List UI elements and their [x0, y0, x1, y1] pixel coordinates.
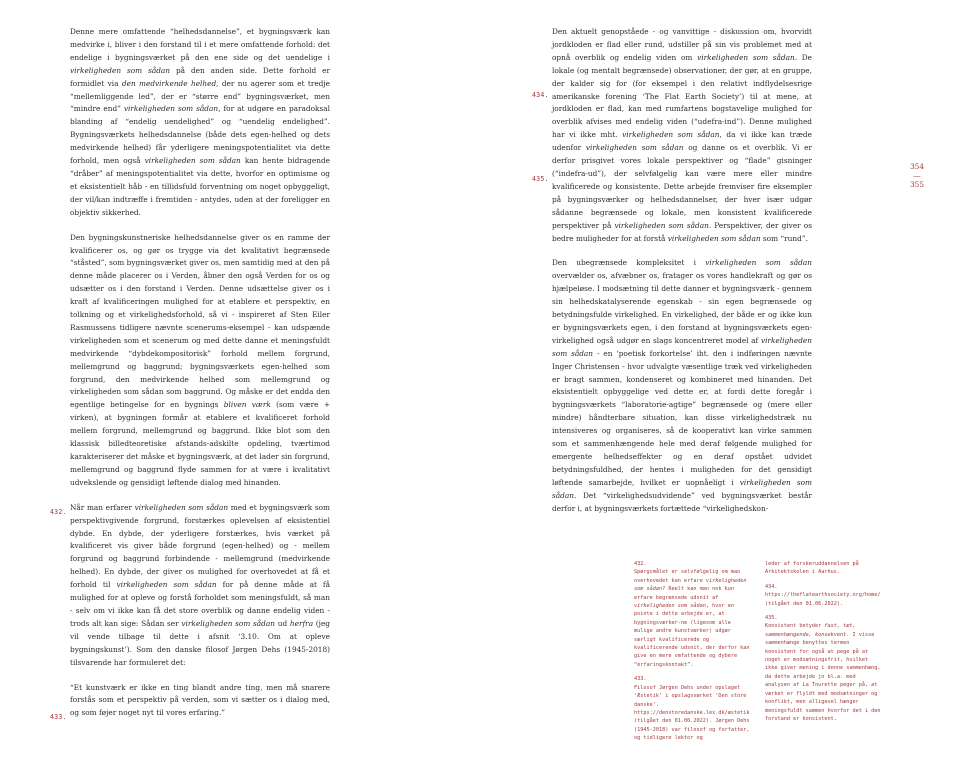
left-paragraph-1: Denne mere omfattende “helhedsdannelse”, et bygningsværk kan medvirke i, bliver i den forstand til i et mere omfattende forhold: det endelige i bygningsværket på den ene side og det uendelige i virkeligheden som sådan på den anden side. Dette forhold er formidlet via den medvirkende helhed, der nu agerer som et tredje “mellemliggende led”, der er “større end” bygningsværket, men “mindre end” virkeligheden som sådan, for at udgøre en paradoksal blanding af “endelig uendelighed” og “uendelig endelighed”. Bygningsværkets helhedsdannelse (både dets egen-helhed og dets medvirkende helhed) får yderligere meningspotentialitet via dette forhold, men også virkeligheden som sådan kan hente bidragende “dråber” af meningspotentialitet via dette, hvorfor en optimisme og et eksistentielt håb - en tillidsfuld forventning om noget opbyggeligt, der vil/kan indtræffe i fremtiden - antydes, uden at der foreligger en objektiv sikkerhed.: [70, 27, 330, 217]
footnote-433: 433. Filosof Jørgen Dehs under opslaget ‘Æstetik’ i opslagsværket ‘Den store danske’. https://denstoredanske.lex.dk/æstetik (tilgået den 01.06.2022). Jørgen Dehs (1945-2018) var filosof og forfatter, og tidligere lektor og: [634, 676, 750, 742]
page-numbers: [906, 162, 928, 189]
footnote-434: 434. https://theflatearthsociety.org/home/ (tilgået den 01.06.2022).: [765, 583, 881, 607]
right-page-text: [552, 26, 812, 516]
footnotes-column-2: [765, 560, 883, 729]
left-paragraph-2: Den bygningskunstneriske helhedsdannelse giver os en ramme der kvalificerer os, og gør os trygge via det kvalitativt begrænsede “ståsted”, som bygningsværket giver os, men samtidig med at den på denne måde placerer os i Verden, åbner den også Verden for os og udsætter os i den forstand i Verden. Denne udsættelse giver os i kraft af kvalificeringen mulighed for at etablere et perspektiv, en tolkning og et virkelighedsforhold, så vi - inspireret af Sten Eiler Rasmussens tidligere nævnte scenerums-eksempel - kan udspænde virkeligheden som et scenerum og med dette danne et meningsfuldt medvirkende “dybdekompositorisk” forhold mellem forgrund, mellemgrund og baggrund; bygningsværkets egen-helhed som forgrund, den medvirkende helhed som mellemgrund og virkeligheden som sådan som baggrund. Og måske er det endda den egentlige betingelse for en bygnings bliven værk (som være + virken), at bygningen formår at etablere et kvalificeret forhold mellem forgrund, mellemgrund og baggrund. Ikke blot som den klassisk billedteoretiske afstands-adskilte opdeling, tværtimod karakteriserer det måske et bygningsværk, at det lader sin forgrund, mellemgrund og baggrund flyde sammen for at være i kvalitativt udvekslende og gensidigt løftende dialog med hinanden.: [70, 232, 330, 487]
margin-note-433: 433.: [50, 713, 67, 721]
dehs-quote: “Et kunstværk er ikke en ting blandt andre ting, men må snarere forstås som et perspektiv på verden, som vi sætter os i dialog med, og som føjer noget nyt til vores erfaring.”: [70, 682, 330, 718]
right-paragraph-2: Den ubegrænsede kompleksitet i virkeligheden som sådan overvælder os, afvæbner os, fratager os vores handlekraft og gør os hjælpeløse. I modsætning til dette danner et bygningsværk - gennem sin helhedskatalyserende egenskab - sin egen begrænsede og betydningsfulde virkelighed. En virkelighed, der både er og ikke kun er bygningsværkets egen, i den forstand at bygningsværkets egen-virkelighed også udgør en slags koncentreret model af virkeligheden som sådan - en ‘poetisk forkortelse’ iht. den i indføringen nævnte Inger Christensen - hvor udvalgte væsentlige træk ved virkeligheden er bragt sammen, kondenseret og kombineret med hinanden. Det eksistentielt opbyggelige ved dette er, at fordi dette foregår i bygningsværkets “laboratorie-agtige” begrænsede og (mere eller mindre) håndterbare situation, kan disse virkelighedstræk nu intensiveres og organiseres, så de kooperativt kan virke sammen som et sammenhængende hele med deraf følgende mulighed for emergente helhedseffekter og en deraf opstået udvidet betydningsfuldhed, der hentes i muligheden for det gensidigt løftende samarbejde, hvilket er uopnåeligt i virkeligheden som sådan. Det “virkelighedsudvidende” ved bygningsværket består derfor i, at bygningsværkets fortættede “virkelighedskon-: [552, 258, 812, 513]
footnote-433-continued: leder af forskeruddannelsen på Arkitektskolen i Aarhus.: [765, 561, 859, 576]
footnotes-column-1: [634, 560, 752, 749]
footnote-432: 432. Spørgsmålet er selvfølgelig om man overhovedet kan erfare virkeligheden som sådan? Reelt kan man nok kun erfare begrænsede udsnit af virkeligheden som sådan, hvor en pointe i dette arbejde er, at bygningsværker-ne (ligesom alle mulige andre kunstværker) udgør særligt kvalificerede og kvalificerende udsnit, der derfor kan give en mere omfattende og dybere “erfaringskontakt”.: [634, 561, 750, 668]
page-number-dash: —: [913, 171, 921, 180]
left-page-text: [70, 26, 330, 720]
left-paragraph-3: Når man erfarer virkeligheden som sådan med et bygningsværk som perspektivgivende forgrund, forstærkes oplevelsen af eksistentiel dybde. En dybde, der yderligere forstærkes, hvis værket på kvalificeret vis giver både forgrund (egen-helhed) og - mellem forgrund og baggrund forbindende - mellemgrund (medvirkende helhed). En dybde, der giver os mulighed for overhovedet at få et forhold til virkeligheden som sådan for på denne måde at få mulighed for at opleve og forstå forholdet som meningsfuldt, så man - selv om vi ikke kan få det store overblik og danne endelig viden - trods alt kan sige: Sådan ser virkeligheden som sådan ud herfra (jeg vil vende tilbage til dette i afsnit ‘3.10. Om at opleve bygningskunst’). Som den danske filosof Jørgen Dehs (1945-2018) tilsvarende har formuleret det:: [70, 502, 331, 667]
margin-note-435: 435.: [532, 175, 549, 183]
right-paragraph-1: Den aktuelt genopståede - og vanvittige - diskussion om, hvorvidt jordkloden er flad eller rund, udstiller på sin vis problemet med at opnå overblik og endelig viden om virkeligheden som sådan. De lokale (og mentalt begrænsede) observationer, der gør, at en gruppe, der kalder sig for (for eksempel i den relativt indflydelsesrige amerikanske forening ‘The Flat Earth Society’) til at mene, at jordkloden er flad, kan med rumfartens bogstavelige mulighed for overblik afvises med endelig viden (“udefra-ind”). Denne mulighed har vi ikke mht. virkeligheden som sådan, da vi ikke kan træde udenfor virkeligheden som sådan og danne os et overblik. Vi er derfor prisgivet vores lokale perspektiver og “flade” gisninger (“indefra-ud”), der selvfølgelig kan være mere eller mindre kvalificerede og konsistente. Dette arbejde fremviser fire eksempler på bygningsværker og helhedsdannelser, der hver især udgør sådanne begrænsede og lokale, men konsistent kvalificerede perspektiver på virkeligheden som sådan. Perspektiver, der giver os bedre muligheder for at forstå virkeligheden som sådan som “rund”.: [552, 27, 812, 243]
margin-note-432: 432.: [50, 508, 67, 516]
page-number-right: 355: [909, 180, 925, 189]
page-number-left: 354: [909, 162, 925, 171]
margin-note-434: 434.: [532, 91, 549, 99]
footnote-435: 435. Konsistent betyder fast, tæt, sammenhængende, konsekvent. I visse sammenhænge benyttes termen konsistent for også at pege på at noget er modsætningsfrit, hvilket ikke giver mening i denne sammenhæng, da dette arbejde jo bl.a. med analysen af La Tourette peger på, at værket er flyldt med modsætninger og konflikt, men alligevel hænger meningsfuldt sammen hvorfor det i den forstand er konsistent.: [765, 615, 881, 722]
